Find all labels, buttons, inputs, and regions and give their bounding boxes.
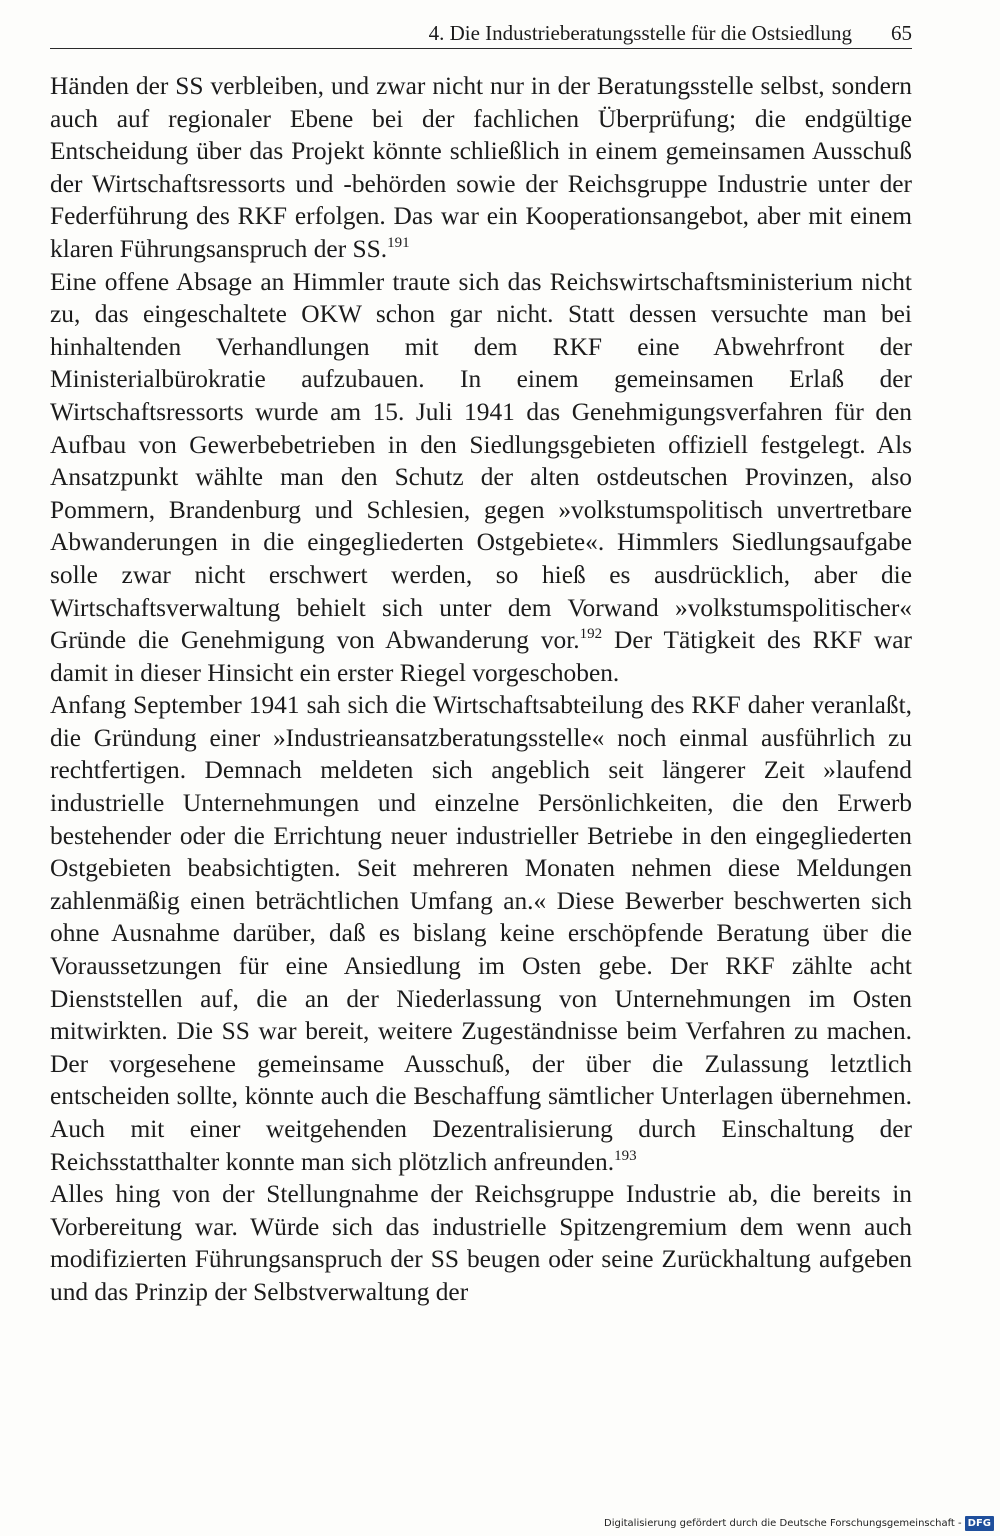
dfg-logo: DFG bbox=[965, 1516, 994, 1531]
paragraph-text: Eine offene Absage an Himmler traute sich das Reichswirtschaftsministerium nicht zu, das eingeschaltete OKW schon gar nicht. Statt dessen versuchte man bei hinhaltenden Verhandlungen mit dem RKF eine Abwehrfront der Ministerialbürokratie aufzubauen. In einem gemeinsamen Erlaß der Wirtschaftsressorts wurde am 15. Juli 1941 das Genehmigungsverfahren für den Aufbau von Gewerbebetrieben in den Siedlungsgebieten offiziell festgelegt. Als Ansatzpunkt wählte man den Schutz der alten ostdeutschen Provinzen, also Pommern, Brandenburg und Schlesien, gegen »volkstumspolitisch unvertretbare Abwanderungen in die eingegliederten Ostgebiete«. Himmlers Siedlungsaufgabe solle zwar nicht erschwert werden, so hieß es ausdrücklich, aber die Wirtschaftsverwaltung behielt sich unter dem Vorwand »volkstumspolitischer« Gründe die Genehmigung von Abwanderung vor. bbox=[50, 267, 912, 655]
paragraph-text: Der Tätigkeit des RKF war damit in dieser Hinsicht ein erster Riegel vorgeschoben. bbox=[50, 626, 912, 687]
footnote-marker: 192 bbox=[579, 626, 603, 643]
running-title: 4. Die Industrieberatungsstelle für die Ostsiedlung bbox=[428, 21, 852, 45]
paragraph bbox=[50, 689, 912, 1178]
paragraph-text: Alles hing von der Stellungnahme der Reichsgruppe Industrie ab, die bereits in Vorbereitung war. Würde sich das industrielle Spitzengremium dem wenn auch modifizierten Führungsanspruch der SS beugen oder seine Zurückhaltung aufgeben und das Prinzip der Selbstverwaltung der bbox=[50, 1180, 912, 1306]
body-text bbox=[50, 70, 912, 1309]
page-number: 65 bbox=[891, 21, 912, 45]
digitization-note: Digitalisierung gefördert durch die Deutsche Forschungsgemeinschaft - bbox=[604, 1517, 962, 1529]
paragraph-text: Anfang September 1941 sah sich die Wirtschaftsabteilung des RKF daher veranlaßt, die Gründung einer »Industrieansatzberatungsstelle« noch einmal ausführlich zu rechtfertigen. Demnach meldeten sich angeblich seit längerer Zeit »laufend industrielle Unternehmungen und einzelne Persönlichkeiten, die den Erwerb bestehender oder die Errichtung neuer industrieller Betriebe in den eingegliederten Ostgebieten beabsichtigten. Seit mehreren Monaten nehmen diese Meldungen zahlenmäßig einen beträchtlichen Umfang an.« Diese Bewerber beschwerten sich ohne Ausnahme darüber, daß es bislang keine erschöpfende Beratung über die Voraussetzungen für eine Ansiedlung im Osten gebe. Der RKF zählte acht Dienststellen auf, die an der Niederlassung von Unternehmungen im Osten mitwirkten. Die SS war bereit, weitere Zugeständnisse beim Verfahren zu machen. Der vorgesehene gemeinsame Ausschuß, der über die Zulassung letztlich entscheiden sollte, könnte auch die Beschaffung sämtlicher Unterlagen übernehmen. Auch mit einer weitgehenden Dezentralisierung durch Einschaltung der Reichsstatthalter konnte man sich plötzlich anfreunden. bbox=[50, 691, 912, 1176]
footnote-marker: 193 bbox=[614, 1147, 637, 1164]
paragraph bbox=[50, 1178, 912, 1308]
paragraph-text: Händen der SS verbleiben, und zwar nicht nur in der Beratungsstelle selbst, sondern auch auf regionaler Ebene bei der fachlichen Überprüfung; die endgültige Entscheidung über das Projekt könnte schließlich in einem gemeinsamen Ausschuß der Wirtschaftsressorts und -behörden sowie der Reichsgruppe Industrie unter der Federführung des RKF erfolgen. Das war ein Kooperationsangebot, aber mit einem klaren Führungsanspruch der SS. bbox=[50, 72, 912, 263]
paragraph bbox=[50, 70, 912, 266]
footnote-marker: 191 bbox=[387, 234, 410, 251]
paragraph bbox=[50, 266, 912, 690]
page-header bbox=[50, 18, 912, 49]
digitization-footer bbox=[604, 1514, 994, 1532]
